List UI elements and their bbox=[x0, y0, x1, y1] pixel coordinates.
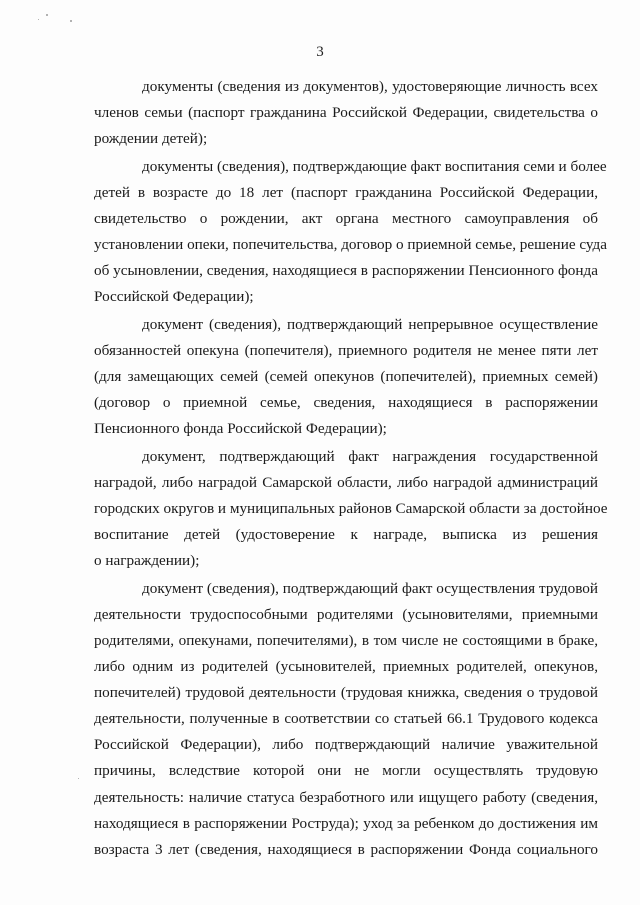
text-line: воспитание детей (удостоверение к награде, выписка из решения bbox=[94, 526, 598, 544]
page-number: 3 bbox=[316, 44, 324, 60]
scan-speck bbox=[70, 20, 72, 22]
text-line: членов семьи (паспорт гражданина Российской Федерации, свидетельства о bbox=[94, 104, 598, 122]
text-line: Российской Федерации); bbox=[94, 288, 254, 306]
paragraph bbox=[94, 576, 598, 863]
paragraph bbox=[94, 444, 608, 574]
text-line: документ, подтверждающий факт награждения государственной bbox=[142, 447, 598, 465]
text-line: Российской Федерации), либо подтверждающий наличие уважительной bbox=[94, 736, 598, 754]
text-line: деятельности, полученные в соответствии со статьей 66.1 Трудового кодекса bbox=[94, 710, 598, 728]
text-line: установлении опеки, попечительства, договор о приемной семье, решение суда bbox=[94, 236, 607, 254]
text-line: детей в возрасте до 18 лет (паспорт гражданина Российской Федерации, bbox=[94, 183, 598, 201]
paragraph bbox=[94, 154, 607, 311]
text-line: документы (сведения), подтверждающие факт воспитания семи и более bbox=[142, 157, 607, 175]
text-line: находящиеся в распоряжении Роструда); уход за ребенком до достижения им bbox=[94, 814, 598, 832]
text-line: родителями, опекунами, попечителями), в том числе не состоящими в браке, bbox=[94, 631, 598, 649]
paragraph bbox=[94, 312, 598, 442]
text-line: городских округов и муниципальных районов Самарской области за достойное bbox=[94, 500, 608, 517]
text-line: либо одним из родителей (усыновителей, приемных родителей, опекунов, bbox=[94, 658, 598, 676]
scan-speck bbox=[38, 19, 39, 20]
scan-speck bbox=[46, 14, 48, 16]
text-line: возраста 3 лет (сведения, находящиеся в распоряжении Фонда социального bbox=[94, 840, 598, 858]
text-line: наградой, либо наградой Самарской области, либо наградой администраций bbox=[94, 473, 598, 491]
text-line: деятельности трудоспособными родителями (усыновителями, приемными bbox=[94, 605, 598, 623]
text-line: свидетельство о рождении, акт органа местного самоуправления об bbox=[94, 209, 598, 227]
text-line: документы (сведения из документов), удостоверяющие личность всех bbox=[142, 78, 598, 95]
document-body bbox=[94, 74, 608, 864]
text-line: документ (сведения), подтверждающий непрерывное осуществление bbox=[142, 315, 598, 333]
text-line: рождении детей); bbox=[94, 130, 208, 148]
text-line: деятельность: наличие статуса безработного или ищущего работу (сведения, bbox=[94, 788, 598, 806]
paragraph bbox=[94, 74, 598, 152]
text-line: о награждении); bbox=[94, 552, 200, 570]
text-line: документ (сведения), подтверждающий факт осуществления трудовой bbox=[142, 579, 598, 597]
text-line: (договор о приемной семье, сведения, находящиеся в распоряжении bbox=[94, 394, 598, 412]
text-line: обязанностей опекуна (попечителя), приемного родителя не менее пяти лет bbox=[94, 341, 598, 359]
text-line: об усыновлении, сведения, находящиеся в распоряжении Пенсионного фонда bbox=[94, 262, 598, 280]
text-line: попечителей) трудовой деятельности (трудовая книжка, сведения о трудовой bbox=[94, 684, 598, 702]
scan-speck bbox=[78, 778, 79, 779]
text-line: причины, вследствие которой они не могли осуществлять трудовую bbox=[94, 762, 598, 780]
text-line: Пенсионного фонда Российской Федерации); bbox=[94, 420, 387, 438]
text-line: (для замещающих семей (семей опекунов (попечителей), приемных семей) bbox=[94, 368, 598, 386]
